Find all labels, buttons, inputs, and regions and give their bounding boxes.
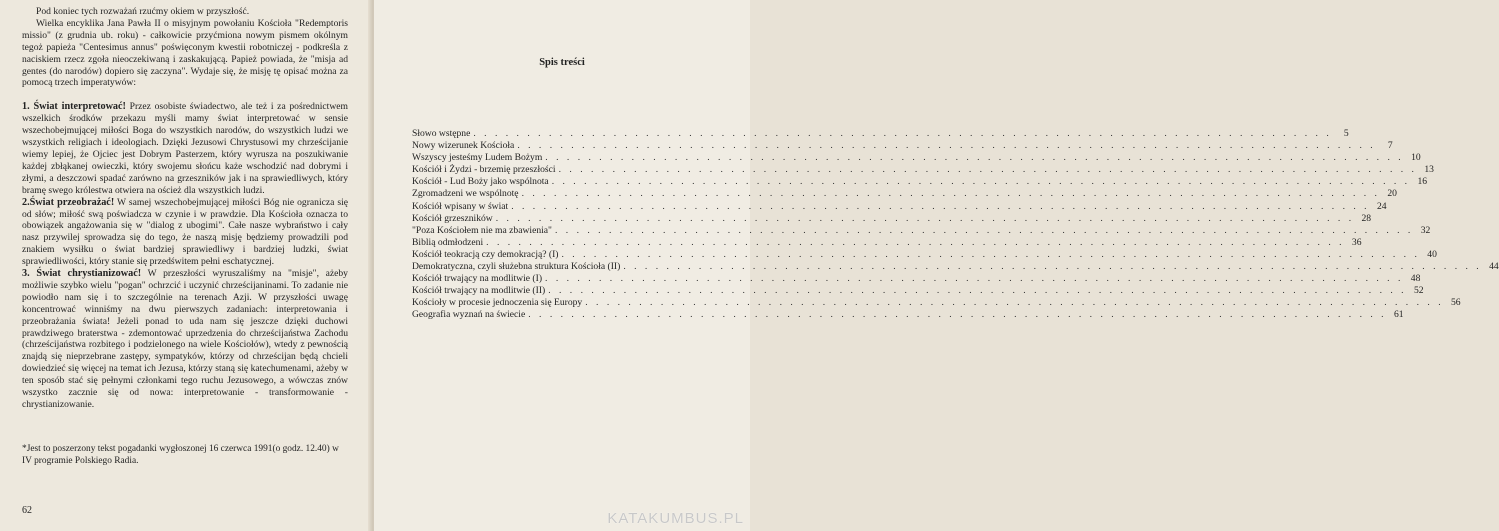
toc-entry-page: 44 — [1489, 261, 1499, 273]
toc-entry-page: 61 — [1393, 309, 1404, 321]
toc-entry-page: 48 — [1410, 273, 1421, 285]
toc-entry-label: Demokratyczna, czyli służebna struktura Kościoła (II) — [412, 261, 621, 273]
page-number: 62 — [22, 505, 32, 516]
toc-title: Spis treści — [539, 57, 585, 68]
footnote: *Jest to poszerzony tekst pogadanki wygłoszonej 16 czerwca 1991(o godz. 12.40) w IV programie Polskiego Radia. — [22, 444, 339, 466]
toc-leader-dots: . . . . . . . . . . . . . . . . . . . . . . . . . . . . . . . . . . . . . . . . . . . . . . . . . . . . . . . . . . . . . . . . . . . . . . . . . . . . . . . . — [561, 248, 1420, 260]
toc-entry — [412, 200, 1387, 213]
intro-paragraph-1: Pod koniec tych rozważań rzućmy okiem w przyszłość. — [36, 6, 250, 17]
toc-entry-label: "Poza Kościołem nie ma zbawienia" — [412, 224, 552, 236]
toc-entry — [412, 261, 1499, 273]
toc-entry-page: 13 — [1424, 164, 1434, 176]
toc-entry-page: 32 — [1420, 224, 1431, 236]
toc-entry — [412, 236, 1362, 249]
toc-entry-label: Nowy wizerunek Kościoła — [412, 140, 515, 152]
toc-entry — [412, 224, 1431, 237]
section-3-text: W przeszłości wyruszaliśmy na "misje", ażeby możliwie szybko wielu "pogan" ochrzcić i uczynić chrześcijaninami. To zadanie nie powiodło nam się i to szczególnie na terenach Azji. W przyszłości uwagę koncentrować winniśmy na dwu pierwszych zadaniach: interpretowania i przeobrażania świata! Jeżeli ponad to uda nam się jeszcze dzięki duchowi prawdziwego braterstwa - zdemontować uprzedzenia do chrześcijaństwa Zachodu (chrześcijaństwa rozbitego i podzielonego na wiele Kościołów), wtedy z pewnością znajdą się nieprzebrane zastępy, sympatyków, którzy od chrześcijan będą chcieli dowiedzieć się więcej na temat ich Jezusa, którzy staną się katechumenami, ażeby w ten sposób stać się pełnymi członkami tego ruchu Jezusowego, a wówczas znów wszystko zacznie się od nowa: interpretowanie - transformowanie - chrystianizowanie. — [22, 268, 348, 410]
toc-entry-page: 10 — [1411, 152, 1421, 164]
toc-entry-label: Kościół - Lud Boży jako wspólnota — [412, 176, 549, 188]
toc-leader-dots: . . . . . . . . . . . . . . . . . . . . . . . . . . . . . . . . . . . . . . . . . . . . . . . . . . . . . . . . . . . . . . . . . . . . . . . . . . . . . . . . — [551, 176, 1411, 188]
toc-entry-label: Kościół wpisany w świat — [412, 200, 509, 212]
toc-entry-page: 20 — [1387, 188, 1397, 200]
toc-leader-dots: . . . . . . . . . . . . . . . . . . . . . . . . . . . . . . . . . . . . . . . . . . . . . . . . . . . . . . . . . . . . . . . . . . . . . . . . . . . . . . . . — [486, 236, 1345, 248]
toc-entry-label: Kościół i Żydzi - brzemię przeszłości — [412, 164, 556, 176]
toc-entry — [412, 248, 1437, 261]
toc-leader-dots: . . . . . . . . . . . . . . . . . . . . . . . . . . . . . . . . . . . . . . . . . . . . . . . . . . . . . . . . . . . . . . . . . . . . . . . . . . . . . . . . — [545, 273, 1404, 285]
toc-entry — [412, 152, 1421, 164]
toc-leader-dots: . . . . . . . . . . . . . . . . . . . . . . . . . . . . . . . . . . . . . . . . . . . . . . . . . . . . . . . . . . . . . . . . . . . . . . . . . . . . . . . . — [521, 188, 1380, 200]
toc-entry — [412, 176, 1428, 188]
toc-entry-label: Biblią odmłodzeni — [412, 236, 484, 248]
section-1-heading: 1. Świat interpretować! — [22, 101, 126, 113]
toc-entry — [412, 273, 1421, 285]
toc-leader-dots: . . . . . . . . . . . . . . . . . . . . . . . . . . . . . . . . . . . . . . . . . . . . . . . . . . . . . . . . . . . . . . . . . . . . . . . . . . . . . . . . — [585, 297, 1444, 309]
section-1-text: Przez osobiste świadectwo, ale też i za pośrednictwem wszelkich środków przekazu myśli mamy świat interpretować w sensie wszechobejmującej miłości Boga do wszystkich narodów, do wszystkich ludzi we wszystkich religiach i ideologiach. Dzięki Jezusowi Chrystusowi my chrześcijanie wiemy lepiej, że Ojciec jest Dobrym Pasterzem, który wyrusza na poszukiwanie każdej zbłąkanej owieczki, który swojemu słońcu każe wschodzić nad dobrymi i złymi, a deszczowi spadać zarówno na grzeszników jak i na sprawiedliwych, który bramę swego królestwa otwiera na oścież dla wszystkich ludzi. — [22, 101, 348, 196]
toc-entry — [412, 212, 1372, 225]
left-page — [0, 0, 372, 531]
toc-entry-label: Kościół grzeszników — [412, 212, 493, 224]
toc-entry-page: 5 — [1343, 128, 1349, 139]
section-2 — [22, 197, 348, 268]
toc-entry — [412, 309, 1404, 321]
toc-entry-page: 36 — [1351, 236, 1362, 248]
section-3-heading: 3. Świat chrystianizować! — [22, 268, 142, 280]
toc-entry-label: Kościół trwający na modlitwie (II) — [412, 285, 546, 297]
left-page-body — [22, 6, 348, 411]
toc-entry — [412, 164, 1434, 176]
toc-entry-page: 16 — [1417, 176, 1428, 188]
section-2-heading: 2.Świat przeobrażać! — [22, 196, 115, 208]
toc-entry-page: 24 — [1376, 200, 1387, 212]
toc-leader-dots: . . . . . . . . . . . . . . . . . . . . . . . . . . . . . . . . . . . . . . . . . . . . . . . . . . . . . . . . . . . . . . . . . . . . . . . . . . . . . . . . — [548, 285, 1407, 297]
section-2-text: W samej wszechobejmującej miłości Bóg nie ogranicza się od słów; miłość swą poświadcza w czynie i w prawdzie. Dla Kościoła oznacza to obowiązek angażowania się w "dialog z ubogimi". Całe nasze wybraństwo i cały nasz przywilej sprowadza się do tego, że naszą misję będziemy prowadzili pod znakiem wysiłku o świat bardziej sprawiedliwy i bardziej ludzki, świat sprawiedliwości, który stanie się przedświtem pełni eschatycznej. — [22, 196, 348, 268]
toc-entry-label: Słowo wstępne — [412, 128, 471, 139]
toc-entry-label: Kościoły w procesie jednoczenia się Europy — [412, 297, 583, 309]
toc-entry-label: Kościół trwający na modlitwie (I) — [412, 273, 543, 285]
toc-entry-page: 40 — [1427, 248, 1437, 260]
watermark: KATAKUMBUS.PL — [607, 510, 744, 527]
section-1 — [22, 101, 348, 196]
intro-paragraph-2: Wielka encyklika Jana Pawła II o misyjnym powołaniu Kościoła "Redemptoris missio" (z grudnia ub. roku) - całkowicie przyćmiona nowym pismem okólnym tegoż papieża "Centesimus annus" poświęconym kwestii robotniczej - podkreśla z naciskiem rzecz zgoła nieoczekiwaną i zaskakującą. Papież powiada, że "misja ad gentes (do narodów) dopiero się zaczyna". Wydaje się, że misję tę opisać można za pomocą trzech imperatywów: — [22, 17, 348, 89]
toc-leader-dots: . . . . . . . . . . . . . . . . . . . . . . . . . . . . . . . . . . . . . . . . . . . . . . . . . . . . . . . . . . . . . . . . . . . . . . . . . . . . . . . . — [528, 309, 1387, 321]
toc-leader-dots: . . . . . . . . . . . . . . . . . . . . . . . . . . . . . . . . . . . . . . . . . . . . . . . . . . . . . . . . . . . . . . . . . . . . . . . . . . . . . . . . — [554, 224, 1414, 236]
toc-entry-page: 56 — [1451, 297, 1461, 309]
toc-entry — [412, 297, 1461, 309]
toc-entry — [412, 128, 1349, 140]
toc-entry-label: Zgromadzeni we wspólnotę — [412, 188, 519, 200]
table-of-contents — [412, 128, 1499, 322]
toc-entry-page: 28 — [1361, 212, 1372, 224]
toc-entry — [412, 188, 1397, 200]
toc-leader-dots: . . . . . . . . . . . . . . . . . . . . . . . . . . . . . . . . . . . . . . . . . . . . . . . . . . . . . . . . . . . . . . . . . . . . . . . . . . . . . . . . — [517, 140, 1376, 152]
toc-leader-dots: . . . . . . . . . . . . . . . . . . . . . . . . . . . . . . . . . . . . . . . . . . . . . . . . . . . . . . . . . . . . . . . . . . . . . . . . . . . . . . . . — [495, 212, 1355, 224]
toc-entry-label: Geografia wyznań na świecie — [412, 309, 526, 321]
section-3 — [22, 268, 348, 411]
toc-leader-dots: . . . . . . . . . . . . . . . . . . . . . . . . . . . . . . . . . . . . . . . . . . . . . . . . . . . . . . . . . . . . . . . . . . . . . . . . . . . . . . . . — [558, 164, 1417, 176]
toc-entry — [412, 140, 1393, 152]
toc-entry-page: 7 — [1387, 140, 1393, 152]
toc-leader-dots: . . . . . . . . . . . . . . . . . . . . . . . . . . . . . . . . . . . . . . . . . . . . . . . . . . . . . . . . . . . . . . . . . . . . . . . . . . . . . . . . — [473, 128, 1332, 139]
toc-entry-page: 52 — [1413, 285, 1424, 297]
right-page — [374, 0, 1499, 531]
toc-leader-dots: . . . . . . . . . . . . . . . . . . . . . . . . . . . . . . . . . . . . . . . . . . . . . . . . . . . . . . . . . . . . . . . . . . . . . . . . . . . . . . . . — [623, 261, 1482, 273]
toc-leader-dots: . . . . . . . . . . . . . . . . . . . . . . . . . . . . . . . . . . . . . . . . . . . . . . . . . . . . . . . . . . . . . . . . . . . . . . . . . . . . . . . . — [511, 200, 1370, 212]
toc-leader-dots: . . . . . . . . . . . . . . . . . . . . . . . . . . . . . . . . . . . . . . . . . . . . . . . . . . . . . . . . . . . . . . . . . . . . . . . . . . . . . . . . — [545, 152, 1404, 164]
toc-entry — [412, 285, 1424, 297]
toc-entry-label: Kościół teokracją czy demokracją? (I) — [412, 248, 559, 260]
toc-entry-label: Wszyscy jesteśmy Ludem Bożym — [412, 152, 543, 164]
